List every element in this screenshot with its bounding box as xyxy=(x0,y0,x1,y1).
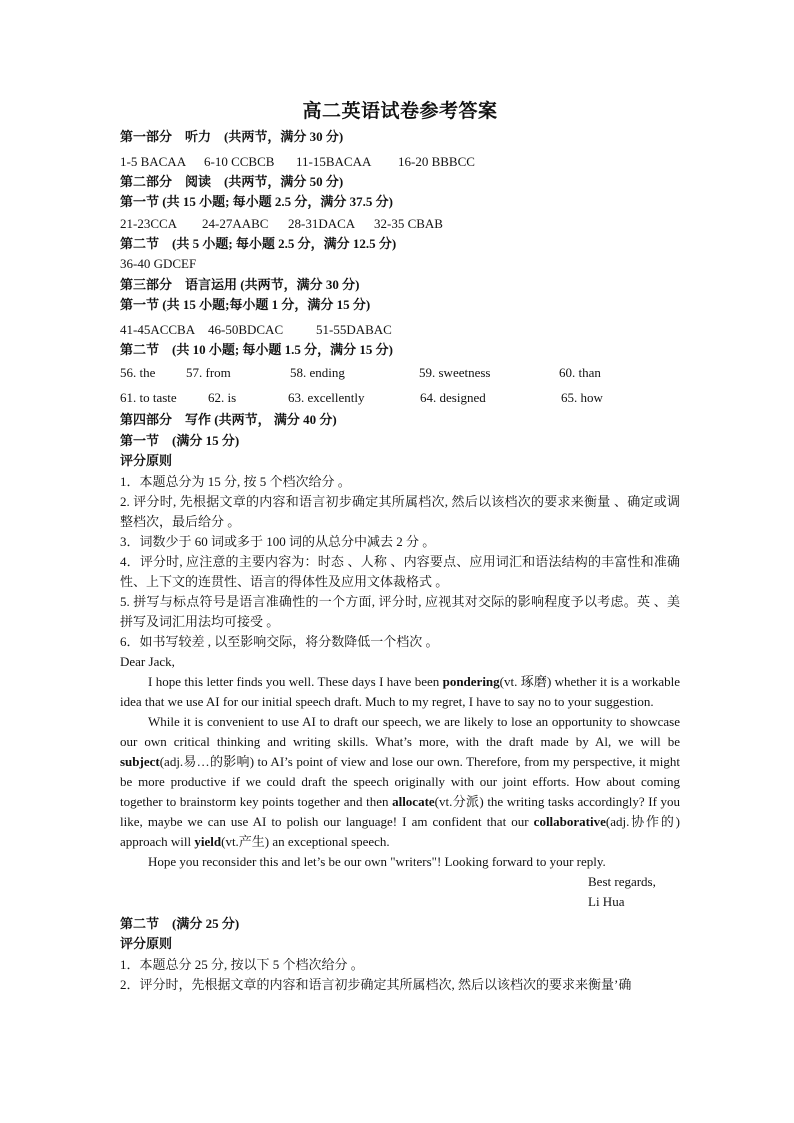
vocab-word: subject xyxy=(120,753,160,769)
answer-group: 1-5 BACAA xyxy=(120,153,187,169)
grammar-answer: 63. excellently xyxy=(288,390,365,405)
grammar-answer: 62. is xyxy=(208,390,237,405)
part3-section2-heading: 第二节 (共 10 小题; 每小题 1.5 分，满分 15 分) xyxy=(120,341,393,357)
grammar-answer: 64. designed xyxy=(420,390,486,405)
criteria2-item: 1．本题总分 25 分, 按以下 5 个档次给分 。 xyxy=(120,956,364,972)
answer-group: 28-31DACA xyxy=(288,215,356,231)
part4-heading: 第四部分 写作 (共两节， 满分 40 分) xyxy=(120,412,337,427)
criteria-item: 3．词数少于 60 词或多于 100 词的从总分中减去 2 分 。 xyxy=(120,533,436,549)
part3-section1-answers xyxy=(120,319,680,340)
criteria-label: 评分原则 xyxy=(120,453,173,468)
grammar-answer: 58. ending xyxy=(290,365,345,380)
criteria-item: 4．评分时, 应注意的主要内容为：时态 、人称 、内容要点、应用词汇和语法结构的丰富性和准确性、上下文的连贯性、语言的得体性及应用文体裁格式 。 xyxy=(120,553,680,589)
part1-answers xyxy=(120,151,680,172)
criteria-item: 2. 评分时, 先根据文章的内容和语言初步确定其所属档次, 然后以该档次的要求来衡量 、确定或调整档次，最后给分 。 xyxy=(120,493,680,529)
answer-group: 24-27AABC xyxy=(202,215,269,231)
part2-section2-answers: 36-40 GDCEF xyxy=(120,256,197,271)
grammar-answer: 56. the xyxy=(120,365,156,380)
grammar-answer: 59. sweetness xyxy=(419,365,491,380)
grammar-answer: 65. how xyxy=(561,390,603,405)
criteria2-label: 评分原则 xyxy=(120,936,173,951)
part1-heading: 第一部分 听力 (共两节，满分 30 分) xyxy=(120,129,344,144)
letter-closing: Best regards, xyxy=(588,873,656,889)
grammar-answer: 61. to taste xyxy=(120,390,177,405)
grammar-answers-row1 xyxy=(120,360,680,385)
part2-section1-answers xyxy=(120,213,680,234)
answer-group: 41-45ACCBA xyxy=(120,321,196,337)
part3-heading: 第三部分 语言运用 (共两节，满分 30 分) xyxy=(120,276,360,292)
grammar-answer: 57. from xyxy=(186,365,231,380)
page-title: 高二英语试卷参考答案 xyxy=(302,101,498,122)
answer-group: 6-10 CCBCB xyxy=(204,153,275,169)
vocab-word: collaborative xyxy=(533,813,606,829)
part3-section1-heading: 第一节 (共 15 小题;每小题 1 分，满分 15 分) xyxy=(120,297,371,312)
part2-heading: 第二部分 阅读 (共两节，满分 50 分) xyxy=(120,173,344,189)
part4-section1-heading: 第一节 (满分 15 分) xyxy=(120,432,240,448)
vocab-word: pondering xyxy=(442,673,500,689)
answer-group: 51-55DABAC xyxy=(316,321,392,337)
answer-group: 11-15BACAA xyxy=(296,153,372,169)
letter-signature: Li Hua xyxy=(588,893,625,909)
criteria2-item: 2．评分时，先根据文章的内容和语言初步确定其所属档次, 然后以该档次的要求来衡量’确 xyxy=(120,976,632,992)
letter-paragraph-3: Hope you reconsider this and let’s be our own "writers"! Looking forward to your reply. xyxy=(148,853,606,869)
grammar-answers-row2 xyxy=(120,385,680,410)
answer-group: 16-20 BBBCC xyxy=(398,153,475,169)
letter-salutation: Dear Jack, xyxy=(120,653,175,669)
vocab-word: allocate xyxy=(392,793,435,809)
answer-group: 46-50BDCAC xyxy=(208,321,284,337)
letter-paragraph-2: While it is convenient to use AI to draft our speech, we are likely to lose an opportunity to showcase our own critical thinking and writing skills. What’s more, with the draft made by Al, we will be subject(adj.易…的影响) to AI’s point of view and lose our own. Therefore, from my perspective, it might be more productive if we could draft the speech originally with our joint efforts. How about coming together to brainstorm key points together and then allocate(vt.分派) the writing tasks accordingly? If you like, maybe we can use AI to polish our language! I am confident that our collaborative(adj.协作的) approach will yield(vt.产生) an exceptional speech. xyxy=(120,713,681,849)
answer-group: 21-23CCA xyxy=(120,215,178,231)
part2-section1-heading: 第一节 (共 15 小题; 每小题 2.5 分，满分 37.5 分) xyxy=(120,194,393,209)
criteria-item: 1．本题总分为 15 分, 按 5 个档次给分 。 xyxy=(120,473,351,489)
part2-section2-heading: 第二节 (共 5 小题; 每小题 2.5 分，满分 12.5 分) xyxy=(120,235,397,251)
answer-group: 32-35 CBAB xyxy=(374,215,443,231)
answer-sheet xyxy=(120,96,680,995)
criteria-item: 5. 拼写与标点符号是语言准确性的一个方面, 评分时, 应视其对交际的影响程度予以考虑。英 、美 拼写及词汇用法均可接受 。 xyxy=(120,593,680,629)
part4-section2-heading: 第二节 (满分 25 分) xyxy=(120,915,240,931)
grammar-answer: 60. than xyxy=(559,365,601,380)
vocab-word: yield xyxy=(194,833,222,849)
criteria-item: 6．如书写较差 , 以至影响交际，将分数降低一个档次 。 xyxy=(120,633,439,649)
letter-paragraph-1: I hope this letter finds you well. These days I have been pondering(vt. 琢磨) whether it is a workable idea that we use AI for our initial speech draft. Much to my regret, I have to say no to your suggestion. xyxy=(120,673,680,709)
